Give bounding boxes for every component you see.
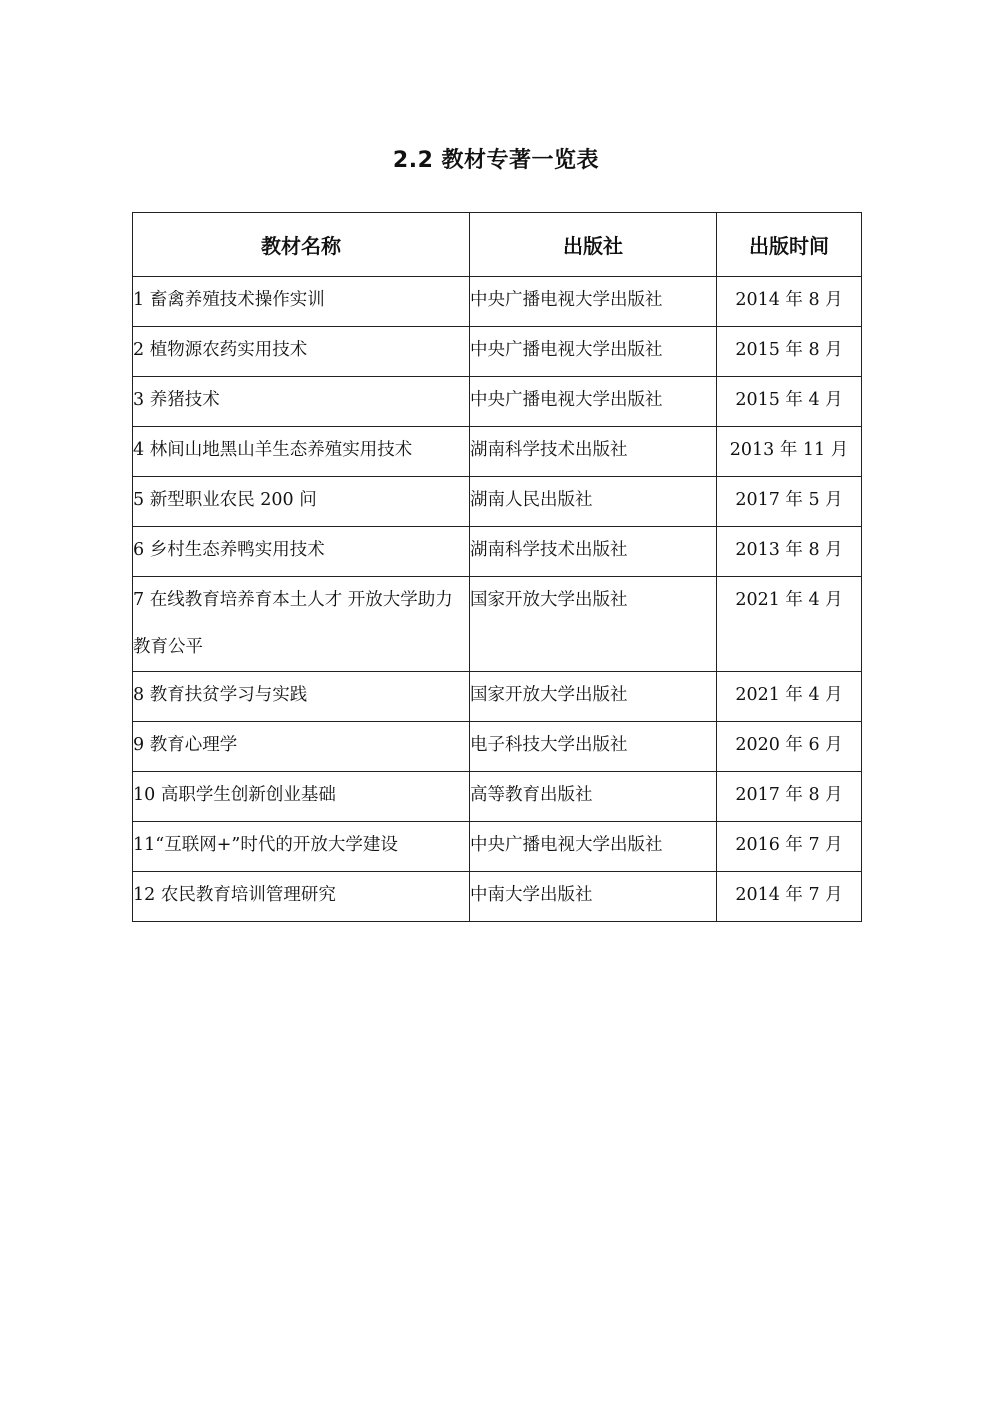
book-publisher: 高等教育出版社 [470, 772, 717, 822]
book-date: 2021 年 4 月 [717, 577, 862, 672]
table-row [133, 527, 862, 577]
book-date: 2014 年 7 月 [717, 872, 862, 922]
table-row [133, 772, 862, 822]
header-date: 出版时间 [717, 213, 862, 277]
book-publisher: 中南大学出版社 [470, 872, 717, 922]
table-row [133, 477, 862, 527]
book-publisher: 中央广播电视大学出版社 [470, 277, 717, 327]
book-date: 2013 年 8 月 [717, 527, 862, 577]
table-row [133, 427, 862, 477]
book-name: 4 林间山地黑山羊生态养殖实用技术 [133, 427, 470, 477]
book-date: 2015 年 4 月 [717, 377, 862, 427]
book-name: 2 植物源农药实用技术 [133, 327, 470, 377]
book-name: 11“互联网+”时代的开放大学建设 [133, 822, 470, 872]
table-row [133, 872, 862, 922]
book-name: 1 畜禽养殖技术操作实训 [133, 277, 470, 327]
book-publisher: 湖南人民出版社 [470, 477, 717, 527]
book-publisher: 湖南科学技术出版社 [470, 527, 717, 577]
book-publisher: 国家开放大学出版社 [470, 672, 717, 722]
book-name: 9 教育心理学 [133, 722, 470, 772]
header-publisher: 出版社 [470, 213, 717, 277]
book-date: 2017 年 5 月 [717, 477, 862, 527]
book-date: 2016 年 7 月 [717, 822, 862, 872]
table-row [133, 722, 862, 772]
book-date: 2017 年 8 月 [717, 772, 862, 822]
textbook-table [132, 212, 862, 922]
book-name: 6 乡村生态养鸭实用技术 [133, 527, 470, 577]
book-date: 2013 年 11 月 [717, 427, 862, 477]
table-row [133, 672, 862, 722]
book-publisher: 国家开放大学出版社 [470, 577, 717, 672]
book-publisher: 湖南科学技术出版社 [470, 427, 717, 477]
book-name: 5 新型职业农民 200 问 [133, 477, 470, 527]
book-name: 12 农民教育培训管理研究 [133, 872, 470, 922]
book-name: 3 养猪技术 [133, 377, 470, 427]
table-row [133, 377, 862, 427]
book-date: 2020 年 6 月 [717, 722, 862, 772]
book-name: 8 教育扶贫学习与实践 [133, 672, 470, 722]
book-date: 2014 年 8 月 [717, 277, 862, 327]
table-row [133, 327, 862, 377]
book-date: 2015 年 8 月 [717, 327, 862, 377]
table-header-row [133, 213, 862, 277]
page-title: 2.2 教材专著一览表 [392, 148, 600, 173]
book-publisher: 中央广播电视大学出版社 [470, 377, 717, 427]
book-publisher: 中央广播电视大学出版社 [470, 327, 717, 377]
book-date: 2021 年 4 月 [717, 672, 862, 722]
book-name: 7 在线教育培养育本土人才 开放大学助力教育公平 [133, 577, 470, 672]
book-name: 10 高职学生创新创业基础 [133, 772, 470, 822]
book-publisher: 中央广播电视大学出版社 [470, 822, 717, 872]
table-row [133, 277, 862, 327]
table-row [133, 577, 862, 672]
header-name: 教材名称 [133, 213, 470, 277]
table-row [133, 822, 862, 872]
book-publisher: 电子科技大学出版社 [470, 722, 717, 772]
